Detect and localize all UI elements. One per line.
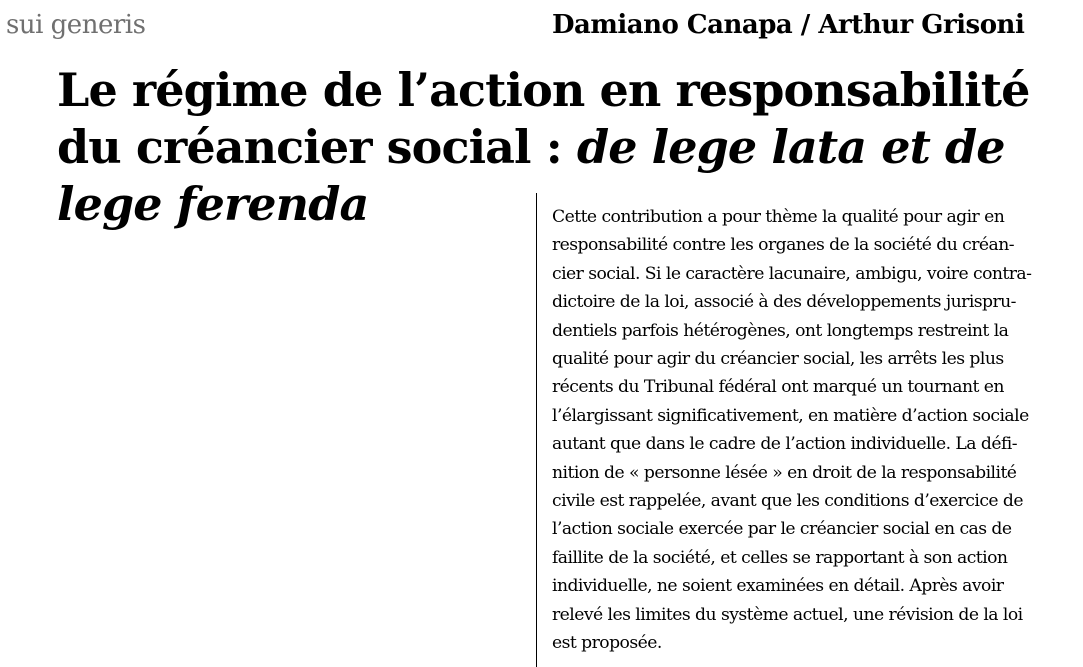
abstract-line: dentiels parfois hétérogènes, ont longtemps restreint la	[552, 320, 1009, 341]
title-line-1: Le régime de l’action en responsabilité	[57, 63, 1030, 117]
abstract-line: récents du Tribunal fédéral ont marqué un tournant en	[552, 377, 1004, 398]
title-line-2-roman: du créancier social :	[57, 120, 577, 174]
abstract-line: nition de « personne lésée » en droit de la responsabilité	[552, 462, 1017, 483]
abstract-line: est proposée.	[552, 633, 662, 654]
abstract-line: responsabilité contre les organes de la société du créan-	[552, 235, 1014, 256]
abstract-line: l’action sociale exercée par le créancier social en cas de	[552, 519, 1012, 540]
title-line-3-italic: lege ferenda	[57, 177, 369, 231]
title-line-2	[57, 119, 1067, 176]
journal-name: sui generis	[6, 10, 146, 40]
abstract-line: qualité pour agir du créancier social, les arrêts les plus	[552, 349, 1004, 370]
abstract-line: relevé les limites du système actuel, une révision de la loi	[552, 604, 1023, 625]
abstract-line: autant que dans le cadre de l’action individuelle. La défi-	[552, 434, 1017, 455]
abstract-line: faillite de la société, et celles se rapportant à son action	[552, 547, 1008, 568]
title-line-2-italic: de lege lata et de	[576, 120, 1005, 174]
column-divider	[536, 193, 537, 667]
abstract-line: l’élargissant significativement, en matière d’action sociale	[552, 405, 1029, 426]
abstract-line: individuelle, ne soient examinées en détail. Après avoir	[552, 576, 1004, 597]
abstract-line: dictoire de la loi, associé à des développements jurispru-	[552, 292, 1016, 313]
article-authors: Damiano Canapa / Arthur Grisoni	[552, 10, 1025, 40]
abstract-line: Cette contribution a pour thème la qualité pour agir en	[552, 207, 1005, 227]
abstract-line: cier social. Si le caractère lacunaire, ambigu, voire contra-	[552, 263, 1032, 284]
abstract	[552, 203, 1067, 658]
abstract-line: civile est rappelée, avant que les conditions d’exercice de	[552, 491, 1024, 512]
